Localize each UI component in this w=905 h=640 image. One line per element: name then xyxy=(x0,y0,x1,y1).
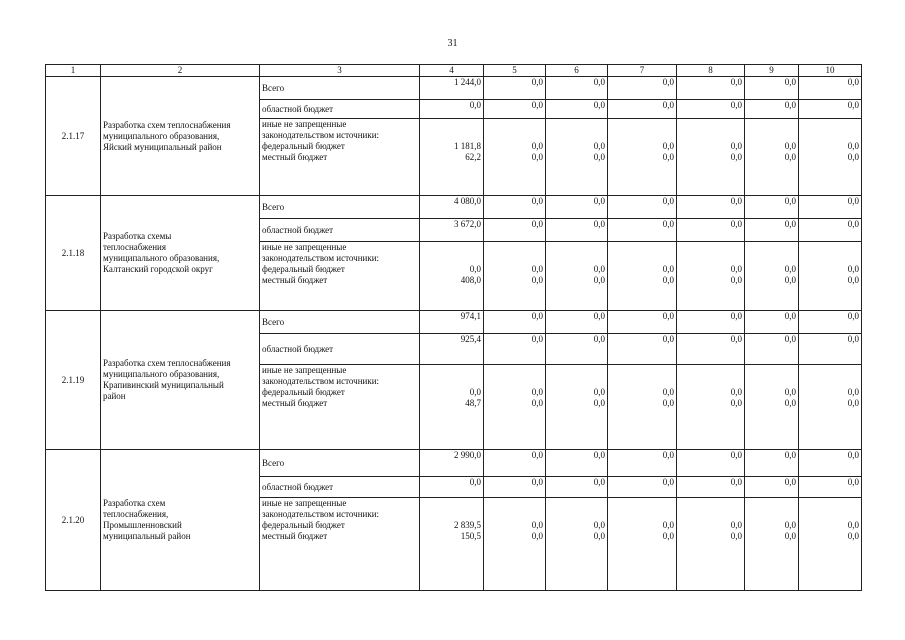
value-regional: 0,0 xyxy=(420,477,484,498)
value-regional: 0,0 xyxy=(677,219,745,242)
value-local: 150,5 xyxy=(460,531,481,541)
value-other-sources xyxy=(484,365,546,450)
item-name-line: Яйский муниципальный район xyxy=(103,141,222,152)
value-local: 0,0 xyxy=(662,275,674,285)
value-local: 408,0 xyxy=(460,275,481,285)
source-label-line: федеральный бюджет xyxy=(262,520,345,530)
value-total: 0,0 xyxy=(608,450,677,477)
value-regional: 0,0 xyxy=(484,477,546,498)
value-total: 0,0 xyxy=(546,311,608,334)
value-federal: 0,0 xyxy=(662,387,674,397)
value-regional: 0,0 xyxy=(546,219,608,242)
value-regional: 0,0 xyxy=(677,100,745,119)
item-name-line: Разработка схем теплоснабжения xyxy=(103,358,231,368)
value-federal: 0,0 xyxy=(662,141,674,151)
value-federal: 0,0 xyxy=(531,264,543,274)
value-regional: 0,0 xyxy=(799,100,862,119)
value-total: 0,0 xyxy=(745,196,799,219)
column-header: 4 xyxy=(420,65,484,77)
value-total: 0,0 xyxy=(745,450,799,477)
value-federal: 0,0 xyxy=(847,520,859,530)
value-other-sources xyxy=(799,498,862,591)
column-header: 8 xyxy=(677,65,745,77)
source-other-label xyxy=(260,365,420,450)
value-other-sources xyxy=(608,119,677,196)
value-total: 0,0 xyxy=(608,311,677,334)
item-name-line: Разработка схем xyxy=(103,498,166,508)
value-federal: 0,0 xyxy=(784,387,796,397)
value-regional: 0,0 xyxy=(608,477,677,498)
source-label-line: федеральный бюджет xyxy=(262,141,345,151)
column-header: 2 xyxy=(101,65,260,77)
value-total: 0,0 xyxy=(608,196,677,219)
value-total: 0,0 xyxy=(484,311,546,334)
value-other-sources xyxy=(799,242,862,311)
value-total: 2 990,0 xyxy=(420,450,484,477)
source-total-label: Всего xyxy=(260,77,420,100)
source-total-label: Всего xyxy=(260,450,420,477)
value-regional: 0,0 xyxy=(799,334,862,365)
value-local: 0,0 xyxy=(730,398,742,408)
value-other-sources xyxy=(546,119,608,196)
value-local: 0,0 xyxy=(784,531,796,541)
value-other-sources xyxy=(745,119,799,196)
value-local: 0,0 xyxy=(593,275,605,285)
value-total: 0,0 xyxy=(799,77,862,100)
value-total: 0,0 xyxy=(745,77,799,100)
column-number-row xyxy=(46,65,862,77)
page-number: 31 xyxy=(447,38,458,49)
item-name-line: Промышленновский xyxy=(103,520,182,530)
source-label-line: иные не запрещенные xyxy=(262,498,347,508)
source-label-line: иные не запрещенные xyxy=(262,119,347,129)
source-total-label: Всего xyxy=(260,311,420,334)
value-federal: 0,0 xyxy=(469,387,481,397)
value-federal: 0,0 xyxy=(593,520,605,530)
value-local: 0,0 xyxy=(784,152,796,162)
column-header: 5 xyxy=(484,65,546,77)
item-code: 2.1.20 xyxy=(46,450,101,591)
value-local: 0,0 xyxy=(593,398,605,408)
item-name-line: теплоснабжения, xyxy=(103,509,169,519)
source-label-line: федеральный бюджет xyxy=(262,387,345,397)
value-other-sources xyxy=(677,498,745,591)
value-federal: 0,0 xyxy=(730,387,742,397)
source-other-label xyxy=(260,498,420,591)
value-federal: 0,0 xyxy=(784,141,796,151)
value-other-sources xyxy=(420,242,484,311)
value-local: 0,0 xyxy=(531,275,543,285)
value-federal: 2 839,5 xyxy=(454,520,481,530)
value-other-sources xyxy=(546,242,608,311)
item-name-line: Калтанский городской округ xyxy=(103,264,213,274)
column-header: 6 xyxy=(546,65,608,77)
source-label-line: местный бюджет xyxy=(262,275,328,285)
source-label-line: законодательством источники: xyxy=(262,253,380,263)
value-other-sources xyxy=(608,365,677,450)
value-other-sources xyxy=(420,119,484,196)
value-regional: 0,0 xyxy=(546,334,608,365)
value-federal: 0,0 xyxy=(847,141,859,151)
item-name xyxy=(101,450,260,591)
value-other-sources xyxy=(608,498,677,591)
value-federal: 0,0 xyxy=(730,141,742,151)
value-local: 0,0 xyxy=(847,275,859,285)
value-total: 4 080,0 xyxy=(420,196,484,219)
value-local: 0,0 xyxy=(531,152,543,162)
value-other-sources xyxy=(745,242,799,311)
value-total: 0,0 xyxy=(745,311,799,334)
value-local: 0,0 xyxy=(784,398,796,408)
value-regional: 0,0 xyxy=(484,100,546,119)
source-other-label xyxy=(260,242,420,311)
source-total-label: Всего xyxy=(260,196,420,219)
value-federal: 0,0 xyxy=(469,264,481,274)
value-other-sources xyxy=(484,119,546,196)
value-federal: 1 181,8 xyxy=(454,141,481,151)
value-regional: 0,0 xyxy=(745,100,799,119)
source-regional-label: областной бюджет xyxy=(260,477,420,498)
value-total: 0,0 xyxy=(546,77,608,100)
value-regional: 0,0 xyxy=(745,219,799,242)
column-header: 10 xyxy=(799,65,862,77)
item-code: 2.1.19 xyxy=(46,311,101,450)
value-other-sources xyxy=(799,119,862,196)
value-regional: 0,0 xyxy=(546,477,608,498)
item-name-line: муниципального образования, xyxy=(103,253,220,263)
value-other-sources xyxy=(484,242,546,311)
value-regional: 925,4 xyxy=(420,334,484,365)
source-label-line: местный бюджет xyxy=(262,531,328,541)
value-local: 0,0 xyxy=(662,531,674,541)
source-label-line: законодательством источники: xyxy=(262,509,380,519)
item-code: 2.1.18 xyxy=(46,196,101,311)
value-other-sources xyxy=(677,242,745,311)
value-regional: 0,0 xyxy=(608,219,677,242)
value-federal: 0,0 xyxy=(662,264,674,274)
value-regional: 0,0 xyxy=(677,334,745,365)
source-label-line: местный бюджет xyxy=(262,398,328,408)
value-total: 0,0 xyxy=(546,450,608,477)
value-other-sources xyxy=(799,365,862,450)
value-other-sources xyxy=(608,242,677,311)
value-regional: 0,0 xyxy=(677,477,745,498)
value-total: 0,0 xyxy=(799,450,862,477)
value-federal: 0,0 xyxy=(593,264,605,274)
item-name-line: муниципального образования, xyxy=(103,369,220,379)
value-local: 0,0 xyxy=(730,275,742,285)
source-regional-label: областной бюджет xyxy=(260,219,420,242)
value-local: 0,0 xyxy=(847,531,859,541)
item-name-line: теплоснабжения xyxy=(103,242,166,252)
value-local: 62,2 xyxy=(465,152,481,162)
value-regional: 0,0 xyxy=(608,100,677,119)
item-name-line: Разработка схемы xyxy=(103,231,172,241)
value-federal: 0,0 xyxy=(784,520,796,530)
value-local: 48,7 xyxy=(465,398,481,408)
value-federal: 0,0 xyxy=(847,387,859,397)
value-total: 0,0 xyxy=(677,311,745,334)
value-regional: 0,0 xyxy=(608,334,677,365)
source-label-line: местный бюджет xyxy=(262,152,328,162)
value-total: 0,0 xyxy=(484,450,546,477)
value-federal: 0,0 xyxy=(531,141,543,151)
table-row xyxy=(46,77,862,100)
value-total: 0,0 xyxy=(484,196,546,219)
value-regional: 0,0 xyxy=(420,100,484,119)
value-federal: 0,0 xyxy=(784,264,796,274)
value-local: 0,0 xyxy=(730,152,742,162)
source-regional-label: областной бюджет xyxy=(260,334,420,365)
value-local: 0,0 xyxy=(662,398,674,408)
value-regional: 0,0 xyxy=(484,219,546,242)
value-local: 0,0 xyxy=(847,398,859,408)
value-federal: 0,0 xyxy=(662,520,674,530)
column-header: 1 xyxy=(46,65,101,77)
value-total: 0,0 xyxy=(799,196,862,219)
value-other-sources xyxy=(745,498,799,591)
item-name-line: Крапивинский муниципальный xyxy=(103,380,224,390)
source-regional-label: областной бюджет xyxy=(260,100,420,119)
source-other-label xyxy=(260,119,420,196)
value-federal: 0,0 xyxy=(593,387,605,397)
value-other-sources xyxy=(420,365,484,450)
value-other-sources xyxy=(745,365,799,450)
table-row xyxy=(46,311,862,334)
column-header: 9 xyxy=(745,65,799,77)
value-local: 0,0 xyxy=(531,398,543,408)
table-row xyxy=(46,450,862,477)
value-total: 0,0 xyxy=(677,450,745,477)
source-label-line: законодательством источники: xyxy=(262,130,380,140)
value-other-sources xyxy=(420,498,484,591)
value-local: 0,0 xyxy=(730,531,742,541)
source-label-line: иные не запрещенные xyxy=(262,365,347,375)
item-name xyxy=(101,196,260,311)
source-label-line: иные не запрещенные xyxy=(262,242,347,252)
value-total: 974,1 xyxy=(420,311,484,334)
value-total: 1 244,0 xyxy=(420,77,484,100)
value-regional: 0,0 xyxy=(745,477,799,498)
value-regional: 0,0 xyxy=(799,477,862,498)
item-name-line: муниципальный район xyxy=(103,531,191,541)
value-other-sources xyxy=(677,119,745,196)
value-local: 0,0 xyxy=(662,152,674,162)
value-federal: 0,0 xyxy=(531,387,543,397)
funding-table xyxy=(45,64,862,591)
value-regional: 0,0 xyxy=(799,219,862,242)
column-header: 3 xyxy=(260,65,420,77)
value-other-sources xyxy=(546,498,608,591)
item-code: 2.1.17 xyxy=(46,77,101,196)
value-other-sources xyxy=(546,365,608,450)
value-total: 0,0 xyxy=(677,196,745,219)
value-other-sources xyxy=(484,498,546,591)
value-federal: 0,0 xyxy=(730,520,742,530)
value-regional: 0,0 xyxy=(745,334,799,365)
column-header: 7 xyxy=(608,65,677,77)
value-other-sources xyxy=(677,365,745,450)
value-federal: 0,0 xyxy=(531,520,543,530)
value-local: 0,0 xyxy=(593,531,605,541)
value-local: 0,0 xyxy=(593,152,605,162)
value-local: 0,0 xyxy=(847,152,859,162)
value-regional: 3 672,0 xyxy=(420,219,484,242)
value-total: 0,0 xyxy=(484,77,546,100)
value-federal: 0,0 xyxy=(847,264,859,274)
value-total: 0,0 xyxy=(608,77,677,100)
value-federal: 0,0 xyxy=(730,264,742,274)
value-total: 0,0 xyxy=(546,196,608,219)
source-label-line: законодательством источники: xyxy=(262,376,380,386)
item-name-line: Разработка схем теплоснабжения xyxy=(103,119,231,130)
table-row xyxy=(46,196,862,219)
value-regional: 0,0 xyxy=(546,100,608,119)
value-total: 0,0 xyxy=(799,311,862,334)
item-name-line: муниципального образования, xyxy=(103,130,220,141)
item-name-line: район xyxy=(103,391,126,401)
value-local: 0,0 xyxy=(784,275,796,285)
value-regional: 0,0 xyxy=(484,334,546,365)
value-total: 0,0 xyxy=(677,77,745,100)
item-name xyxy=(101,311,260,450)
source-label-line: федеральный бюджет xyxy=(262,264,345,274)
value-federal: 0,0 xyxy=(593,141,605,151)
value-local: 0,0 xyxy=(531,531,543,541)
item-name xyxy=(101,77,260,196)
